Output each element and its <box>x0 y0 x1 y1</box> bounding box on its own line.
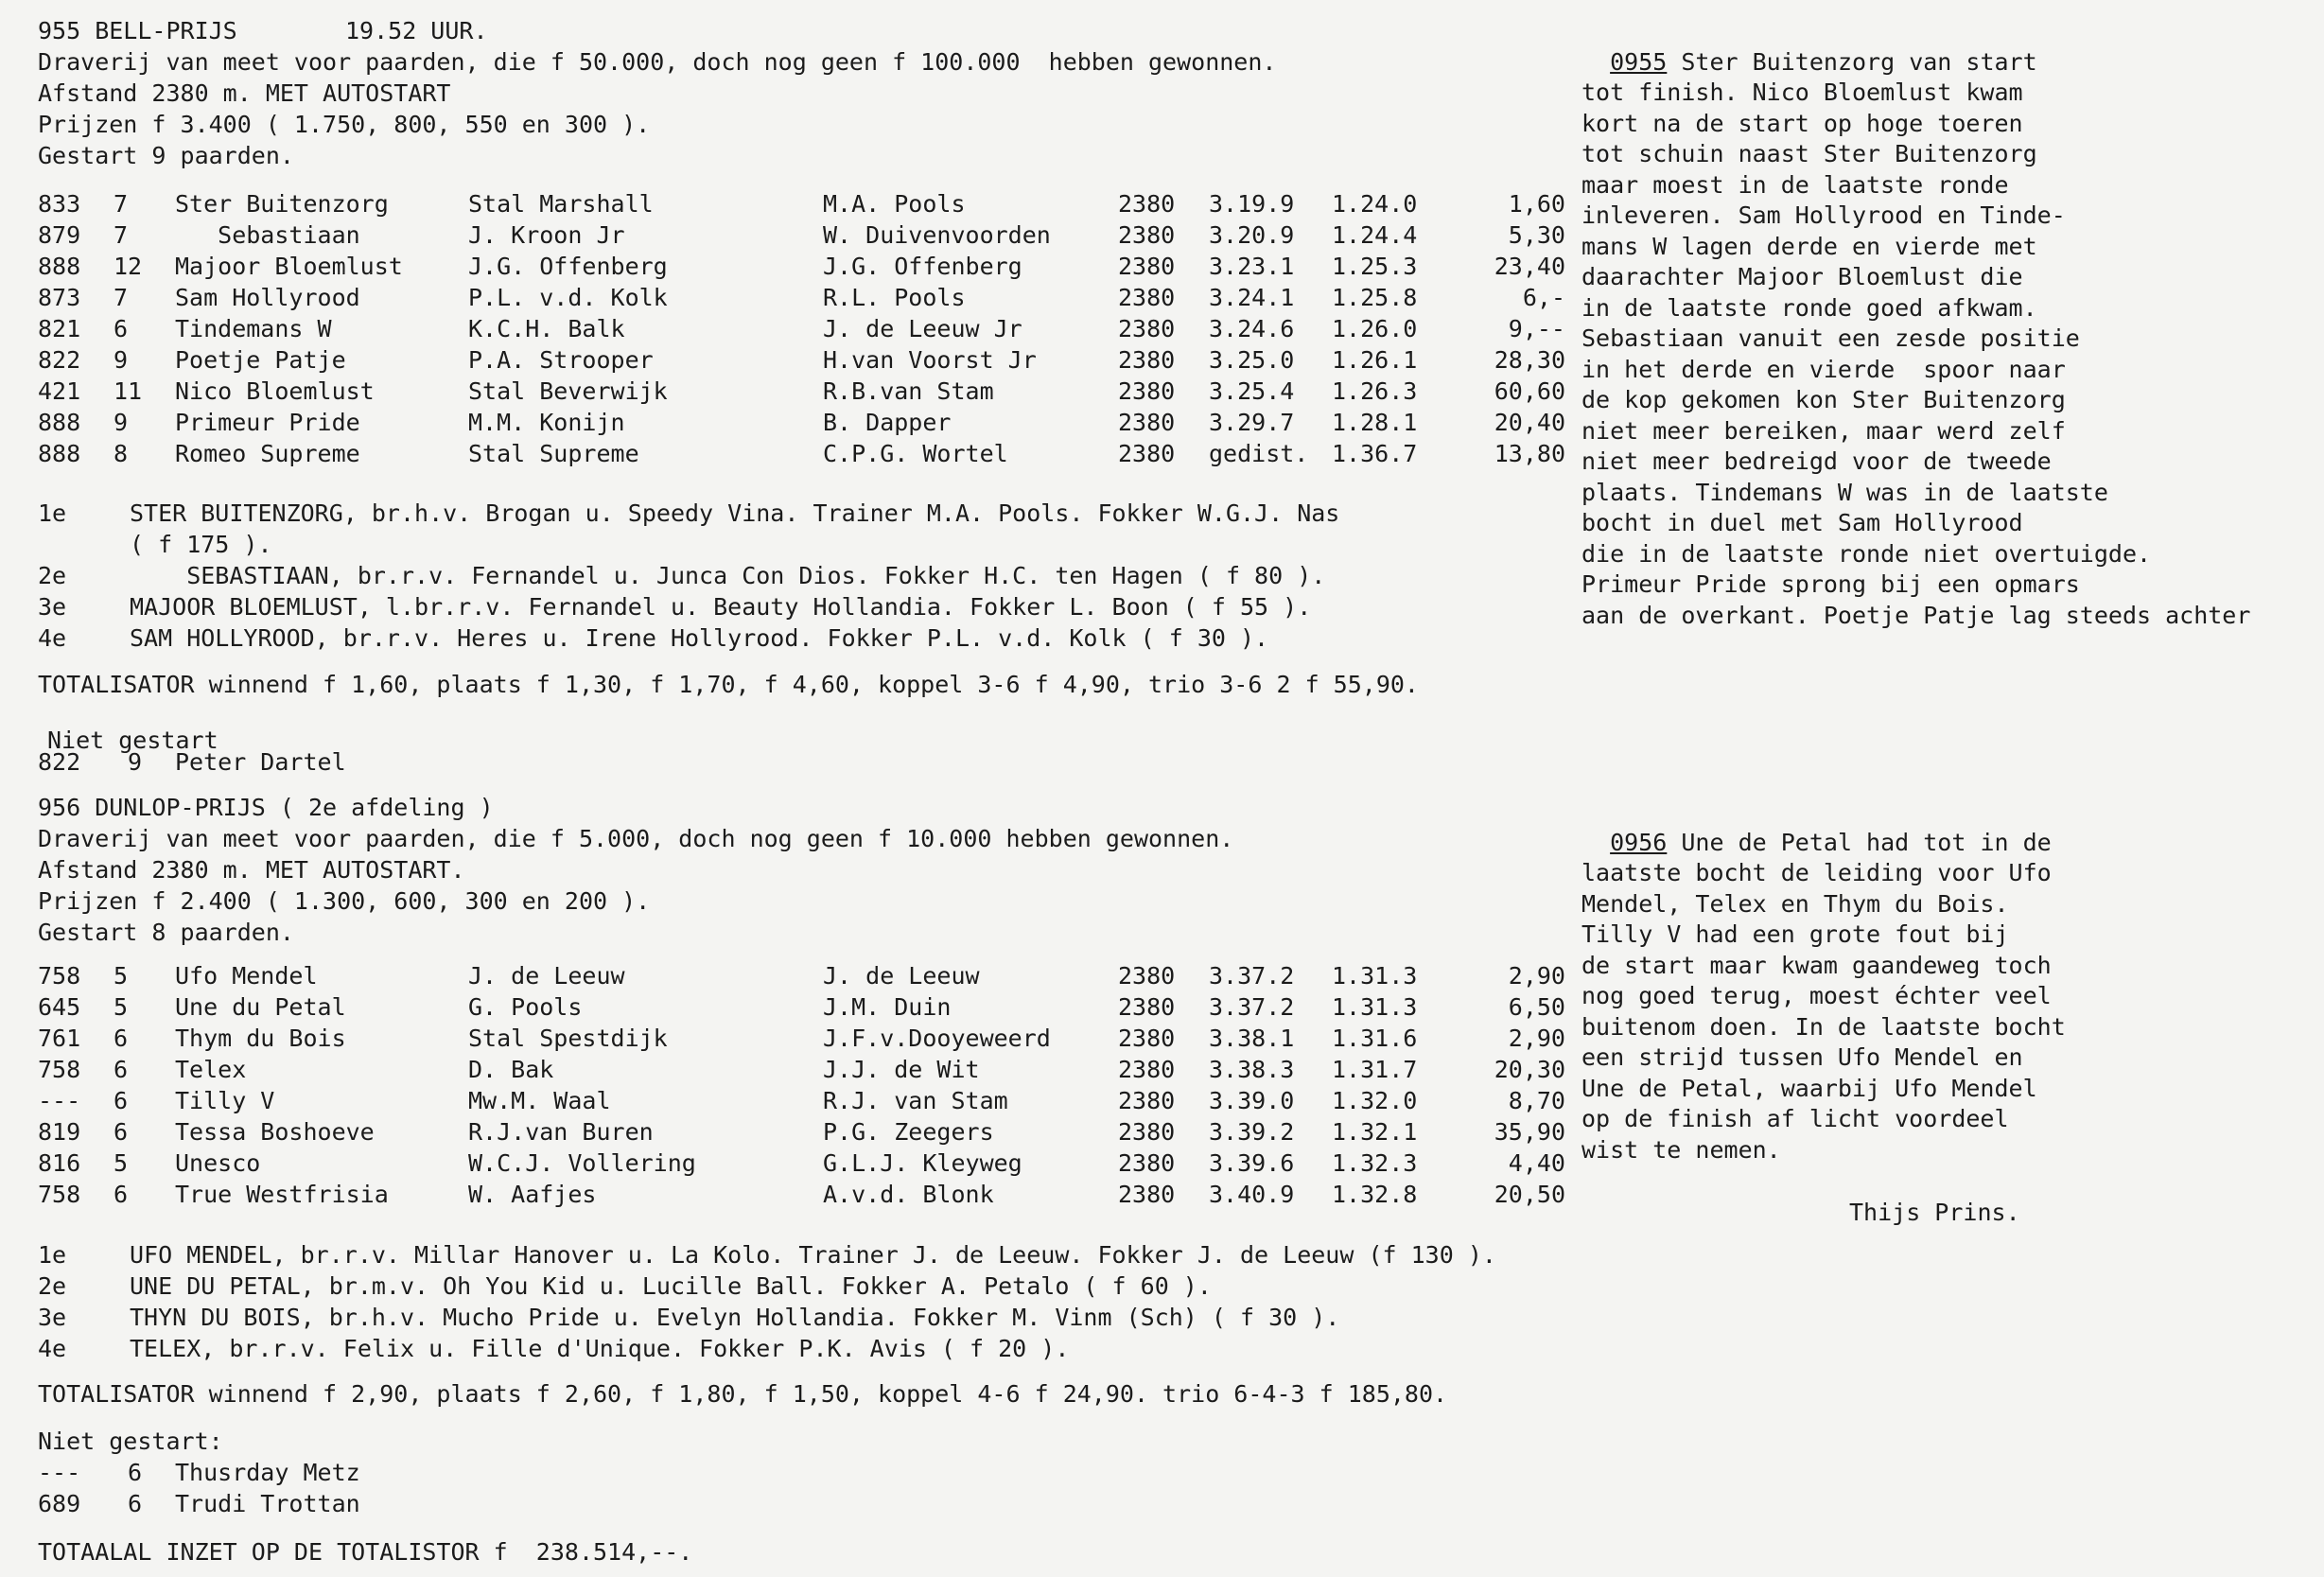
cell-driver: J. de Leeuw Jr <box>823 315 1022 342</box>
cell-start-no: 758 <box>38 962 81 990</box>
cell-driver: R.L. Pools <box>823 284 966 311</box>
result-row <box>0 1055 1589 1086</box>
result-row <box>0 1180 1589 1211</box>
cell-driver: C.P.G. Wortel <box>823 440 1008 467</box>
cell-distance: 2380 <box>1118 962 1176 990</box>
cell-time: 3.38.3 <box>1209 1056 1295 1083</box>
cell-start-no: --- <box>38 1087 81 1114</box>
cell-distance: 2380 <box>1118 377 1176 405</box>
race2-totalisator: TOTALISATOR winnend f 2,90, plaats f 2,60, f 1,80, f 1,50, koppel 4-6 f 24,90. trio 6-4-3 f 185,80. <box>38 1380 1448 1408</box>
cell-distance: 2380 <box>1118 1181 1176 1208</box>
cell-km-time: 1.28.1 <box>1332 409 1418 436</box>
prize-text: SEBASTIAAN, br.r.v. Fernandel u. Junca Con Dios. Fokker H.C. ten Hagen ( f 80 ). <box>130 562 1326 589</box>
cell-odds: 2,90 <box>1508 962 1565 990</box>
cell-time: 3.25.0 <box>1209 346 1295 374</box>
cell-owner: R.J.van Buren <box>468 1118 654 1146</box>
result-row <box>0 283 1589 314</box>
cell-post: 7 <box>114 221 129 249</box>
cell-driver: J.J. de Wit <box>823 1056 980 1083</box>
result-row <box>0 408 1589 439</box>
cell-start-no: 879 <box>38 221 81 249</box>
prize-row <box>0 1271 1608 1303</box>
cell-distance: 2380 <box>1118 221 1176 249</box>
prize-text: SAM HOLLYROOD, br.r.v. Heres u. Irene Hollyrood. Fokker P.L. v.d. Kolk ( f 30 ). <box>130 624 1269 652</box>
cell-horse: Ufo Mendel <box>175 962 318 990</box>
cell-driver: B. Dapper <box>823 409 952 436</box>
cell-owner: Stal Marshall <box>468 190 654 218</box>
prize-rank: 2e <box>38 562 67 589</box>
cell-time: 3.37.2 <box>1209 962 1295 990</box>
cell-horse: Unesco <box>175 1149 261 1177</box>
cell-owner: P.L. v.d. Kolk <box>468 284 668 311</box>
result-row <box>0 1148 1589 1180</box>
prize-row <box>0 1303 1608 1334</box>
cell-owner: Stal Spestdijk <box>468 1025 668 1052</box>
cell-distance: 2380 <box>1118 1149 1176 1177</box>
cell-owner: G. Pools <box>468 993 583 1021</box>
cell-time: 3.40.9 <box>1209 1181 1295 1208</box>
cell-start-no: 888 <box>38 440 81 467</box>
race1-totalisator: TOTALISATOR winnend f 1,60, plaats f 1,30, f 1,70, f 4,60, koppel 3-6 f 4,90, trio 3-6 2 f 55,90. <box>38 671 1419 698</box>
cell-km-time: 1.32.8 <box>1332 1181 1418 1208</box>
cell-driver: P.G. Zeegers <box>823 1118 994 1146</box>
race1-comment-text: Ster Buitenzorg van start tot finish. Nico Bloemlust kwam kort na de start op hoge toeren tot schuin naast Ster Buitenzorg maar moest in de laatste ronde inleveren. Sam Hollyrood en Tinde- mans W lagen derde en vierde met daarachter Majoor Bloemlust die in de laatste ronde goed afkwam. Sebastiaan vanuit een zesde positie in het derde en vierde spoor naar de kop gekomen kon Ster Buitenzorg niet meer bereiken, maar werd zelf niet meer bedreigd voor de tweede plaats. Tindemans W was in de laatste bocht in duel met Sam Hollyrood die in de laatste ronde niet overtuigde. Primeur Pride sprong bij een opmars aan de overkant. Poetje Patje lag steeds achter <box>1581 47 2251 629</box>
cell-post: 6 <box>128 1459 143 1486</box>
cell-owner: Stal Beverwijk <box>468 377 668 405</box>
cell-driver: W. Duivenvoorden <box>823 221 1051 249</box>
prize-text: UFO MENDEL, br.r.v. Millar Hanover u. La Kolo. Trainer J. de Leeuw. Fokker J. de Leeuw (f 130 ). <box>130 1241 1496 1269</box>
cell-km-time: 1.32.0 <box>1332 1087 1418 1114</box>
cell-post: 5 <box>114 962 129 990</box>
prize-row <box>0 530 1608 561</box>
result-row <box>0 992 1589 1024</box>
result-row <box>0 1024 1589 1055</box>
cell-odds: 6,50 <box>1508 993 1565 1021</box>
cell-odds: 20,30 <box>1494 1056 1565 1083</box>
cell-distance: 2380 <box>1118 440 1176 467</box>
cell-horse: Majoor Bloemlust <box>175 253 403 280</box>
cell-distance: 2380 <box>1118 1087 1176 1114</box>
cell-post: 6 <box>114 1118 129 1146</box>
prize-text: TELEX, br.r.v. Felix u. Fille d'Unique. Fokker P.K. Avis ( f 20 ). <box>130 1335 1070 1362</box>
cell-post: 8 <box>114 440 129 467</box>
cell-owner: J. de Leeuw <box>468 962 625 990</box>
race2-not-started-label: Niet gestart: <box>38 1428 223 1455</box>
cell-owner: K.C.H. Balk <box>468 315 625 342</box>
cell-start-no: 888 <box>38 253 81 280</box>
result-row <box>0 1117 1589 1148</box>
cell-time: 3.25.4 <box>1209 377 1295 405</box>
cell-start-no: 833 <box>38 190 81 218</box>
cell-km-time: 1.25.8 <box>1332 284 1418 311</box>
cell-time: 3.38.1 <box>1209 1025 1295 1052</box>
prize-row <box>0 561 1608 592</box>
cell-time: 3.39.0 <box>1209 1087 1295 1114</box>
cell-owner: D. Bak <box>468 1056 554 1083</box>
cell-distance: 2380 <box>1118 1025 1176 1052</box>
cell-driver: J.M. Duin <box>823 993 952 1021</box>
prize-rank: 1e <box>38 499 67 527</box>
cell-odds: 6,- <box>1522 284 1565 311</box>
cell-horse: Primeur Pride <box>175 409 360 436</box>
cell-odds: 4,40 <box>1508 1149 1565 1177</box>
cell-distance: 2380 <box>1118 993 1176 1021</box>
cell-horse: Nico Bloemlust <box>175 377 375 405</box>
cell-time: 3.24.1 <box>1209 284 1295 311</box>
cell-odds: 2,90 <box>1508 1025 1565 1052</box>
race1-number: 955 BELL-PRIJS <box>38 17 237 44</box>
race1-desc-2: Afstand 2380 m. MET AUTOSTART <box>38 79 451 107</box>
prize-text: STER BUITENZORG, br.h.v. Brogan u. Speedy Vina. Trainer M.A. Pools. Fokker W.G.J. Nas <box>130 499 1340 527</box>
cell-horse: Thym du Bois <box>175 1025 346 1052</box>
not-started-row <box>0 747 1589 779</box>
cell-odds: 8,70 <box>1508 1087 1565 1114</box>
result-row <box>0 252 1589 283</box>
cell-time: 3.19.9 <box>1209 190 1295 218</box>
cell-post: 9 <box>114 409 129 436</box>
cell-owner: W. Aafjes <box>468 1181 597 1208</box>
cell-post: 12 <box>114 253 143 280</box>
prize-text: ( f 175 ). <box>130 531 272 558</box>
prize-rank: 4e <box>38 1335 67 1362</box>
race2-desc-1: Draverij van meet voor paarden, die f 5.000, doch nog geen f 10.000 hebben gewonnen. <box>38 825 1234 852</box>
cell-start-no: 873 <box>38 284 81 311</box>
cell-driver: M.A. Pools <box>823 190 966 218</box>
cell-start-no: --- <box>38 1459 81 1486</box>
cell-post: 5 <box>114 993 129 1021</box>
cell-odds: 20,50 <box>1494 1181 1565 1208</box>
cell-time: 3.24.6 <box>1209 315 1295 342</box>
cell-horse: Peter Dartel <box>175 748 346 776</box>
cell-driver: J. de Leeuw <box>823 962 980 990</box>
grand-total: TOTAALAL INZET OP DE TOTALISTOR f 238.514,--. <box>38 1538 693 1566</box>
cell-horse: Tilly V <box>175 1087 275 1114</box>
cell-driver: H.van Voorst Jr <box>823 346 1037 374</box>
race2-desc-4: Gestart 8 paarden. <box>38 919 294 946</box>
cell-post: 6 <box>114 1025 129 1052</box>
cell-post: 7 <box>114 190 129 218</box>
prize-text: MAJOOR BLOEMLUST, l.br.r.v. Fernandel u. Beauty Hollandia. Fokker L. Boon ( f 55 ). <box>130 593 1312 621</box>
cell-odds: 13,80 <box>1494 440 1565 467</box>
cell-km-time: 1.32.3 <box>1332 1149 1418 1177</box>
cell-km-time: 1.31.3 <box>1332 962 1418 990</box>
cell-start-no: 822 <box>38 346 81 374</box>
cell-distance: 2380 <box>1118 1056 1176 1083</box>
cell-start-no: 761 <box>38 1025 81 1052</box>
cell-km-time: 1.32.1 <box>1332 1118 1418 1146</box>
cell-post: 5 <box>114 1149 129 1177</box>
cell-km-time: 1.26.3 <box>1332 377 1418 405</box>
cell-time: 3.37.2 <box>1209 993 1295 1021</box>
prize-rank: 4e <box>38 624 67 652</box>
cell-odds: 35,90 <box>1494 1118 1565 1146</box>
cell-driver: R.B.van Stam <box>823 377 994 405</box>
cell-km-time: 1.31.6 <box>1332 1025 1418 1052</box>
cell-owner: J. Kroon Jr <box>468 221 625 249</box>
cell-start-no: 645 <box>38 993 81 1021</box>
cell-horse: Une du Petal <box>175 993 346 1021</box>
cell-post: 6 <box>114 1087 129 1114</box>
cell-start-no: 421 <box>38 377 81 405</box>
cell-start-no: 888 <box>38 409 81 436</box>
not-started-row <box>0 1458 1589 1489</box>
cell-km-time: 1.25.3 <box>1332 253 1418 280</box>
cell-start-no: 689 <box>38 1490 81 1517</box>
cell-odds: 1,60 <box>1508 190 1565 218</box>
prize-row <box>0 592 1608 623</box>
cell-start-no: 819 <box>38 1118 81 1146</box>
cell-start-no: 822 <box>38 748 81 776</box>
race2-header: 956 DUNLOP-PRIJS ( 2e afdeling ) <box>38 794 494 821</box>
cell-post: 11 <box>114 377 143 405</box>
cell-post: 6 <box>114 1056 129 1083</box>
prize-rank: 3e <box>38 593 67 621</box>
cell-odds: 5,30 <box>1508 221 1565 249</box>
cell-odds: 28,30 <box>1494 346 1565 374</box>
cell-horse: Sebastiaan <box>175 221 360 249</box>
cell-distance: 2380 <box>1118 315 1176 342</box>
race2-comment-id: 0956 <box>1610 828 1668 856</box>
race1-comment <box>1581 16 2319 631</box>
cell-distance: 2380 <box>1118 1118 1176 1146</box>
result-row <box>0 1086 1589 1117</box>
cell-owner: Stal Supreme <box>468 440 639 467</box>
cell-distance: 2380 <box>1118 253 1176 280</box>
cell-driver: J.G. Offenberg <box>823 253 1022 280</box>
cell-distance: 2380 <box>1118 409 1176 436</box>
cell-start-no: 816 <box>38 1149 81 1177</box>
cell-horse: Sam Hollyrood <box>175 284 360 311</box>
cell-odds: 20,40 <box>1494 409 1565 436</box>
cell-time: 3.29.7 <box>1209 409 1295 436</box>
cell-time: 3.39.6 <box>1209 1149 1295 1177</box>
cell-owner: P.A. Strooper <box>468 346 654 374</box>
cell-horse: Tindemans W <box>175 315 332 342</box>
cell-horse: Romeo Supreme <box>175 440 360 467</box>
cell-time: gedist. <box>1209 440 1309 467</box>
cell-start-no: 758 <box>38 1056 81 1083</box>
result-row <box>0 961 1589 992</box>
result-row <box>0 439 1589 470</box>
result-row <box>0 220 1589 252</box>
cell-time: 3.20.9 <box>1209 221 1295 249</box>
cell-post: 6 <box>114 1181 129 1208</box>
race1-desc-3: Prijzen f 3.400 ( 1.750, 800, 550 en 300 ). <box>38 111 651 138</box>
prize-rank: 3e <box>38 1304 67 1331</box>
cell-km-time: 1.26.1 <box>1332 346 1418 374</box>
cell-time: 3.23.1 <box>1209 253 1295 280</box>
cell-distance: 2380 <box>1118 346 1176 374</box>
cell-post: 6 <box>114 315 129 342</box>
author-signature: Thijs Prins. <box>1849 1199 2020 1226</box>
race1-desc-1: Draverij van meet voor paarden, die f 50.000, doch nog geen f 100.000 hebben gewonnen. <box>38 48 1277 76</box>
cell-horse: Telex <box>175 1056 247 1083</box>
result-row <box>0 189 1589 220</box>
race1-time: 19.52 UUR. <box>345 17 488 44</box>
cell-driver: G.L.J. Kleyweg <box>823 1149 1022 1177</box>
race2-desc-2: Afstand 2380 m. MET AUTOSTART. <box>38 856 465 884</box>
cell-km-time: 1.26.0 <box>1332 315 1418 342</box>
cell-driver: R.J. van Stam <box>823 1087 1008 1114</box>
cell-start-no: 821 <box>38 315 81 342</box>
cell-post: 9 <box>114 346 129 374</box>
cell-km-time: 1.31.3 <box>1332 993 1418 1021</box>
prize-text: THYN DU BOIS, br.h.v. Mucho Pride u. Evelyn Hollandia. Fokker M. Vinm (Sch) ( f 30 ). <box>130 1304 1340 1331</box>
prize-row <box>0 1240 1608 1271</box>
cell-km-time: 1.31.7 <box>1332 1056 1418 1083</box>
cell-horse: Ster Buitenzorg <box>175 190 389 218</box>
cell-post: 9 <box>128 748 143 776</box>
cell-km-time: 1.36.7 <box>1332 440 1418 467</box>
cell-owner: Mw.M. Waal <box>468 1087 611 1114</box>
prize-rank: 2e <box>38 1272 67 1300</box>
cell-horse: Thusrday Metz <box>175 1459 360 1486</box>
cell-horse: True Westfrisia <box>175 1181 389 1208</box>
cell-time: 3.39.2 <box>1209 1118 1295 1146</box>
cell-odds: 60,60 <box>1494 377 1565 405</box>
cell-horse: Poetje Patje <box>175 346 346 374</box>
cell-owner: M.M. Konijn <box>468 409 625 436</box>
race2-comment-text: Une de Petal had tot in de laatste bocht de leiding voor Ufo Mendel, Telex en Thym du Bois. Tilly V had een grote fout bij de start maar kwam gaandeweg toch nog goed terug, moest échter veel buitenom doen. In de laatste bocht een strijd tussen Ufo Mendel en Une de Petal, waarbij Ufo Mendel op de finish af licht voordeel wist te nemen. <box>1581 828 2066 1164</box>
cell-odds: 23,40 <box>1494 253 1565 280</box>
result-row <box>0 377 1589 408</box>
cell-driver: J.F.v.Dooyeweerd <box>823 1025 1051 1052</box>
cell-km-time: 1.24.4 <box>1332 221 1418 249</box>
result-row <box>0 345 1589 377</box>
race1-desc-4: Gestart 9 paarden. <box>38 142 294 169</box>
cell-post: 7 <box>114 284 129 311</box>
not-started-row <box>0 1489 1589 1520</box>
cell-odds: 9,-- <box>1508 315 1565 342</box>
prize-text: UNE DU PETAL, br.m.v. Oh You Kid u. Lucille Ball. Fokker A. Petalo ( f 60 ). <box>130 1272 1212 1300</box>
prize-row <box>0 1334 1608 1365</box>
cell-owner: J.G. Offenberg <box>468 253 668 280</box>
prize-row <box>0 623 1608 655</box>
cell-start-no: 758 <box>38 1181 81 1208</box>
race1-not-started-label: Niet gestart <box>47 727 218 754</box>
result-row <box>0 314 1589 345</box>
cell-post: 6 <box>128 1490 143 1517</box>
cell-distance: 2380 <box>1118 284 1176 311</box>
race1-comment-id: 0955 <box>1610 47 1668 76</box>
race2-comment <box>1581 797 2319 1165</box>
cell-owner: W.C.J. Vollering <box>468 1149 696 1177</box>
cell-distance: 2380 <box>1118 190 1176 218</box>
cell-horse: Trudi Trottan <box>175 1490 360 1517</box>
cell-km-time: 1.24.0 <box>1332 190 1418 218</box>
cell-driver: A.v.d. Blonk <box>823 1181 994 1208</box>
prize-rank: 1e <box>38 1241 67 1269</box>
prize-row <box>0 499 1608 530</box>
race2-desc-3: Prijzen f 2.400 ( 1.300, 600, 300 en 200 ). <box>38 887 651 915</box>
cell-horse: Tessa Boshoeve <box>175 1118 375 1146</box>
